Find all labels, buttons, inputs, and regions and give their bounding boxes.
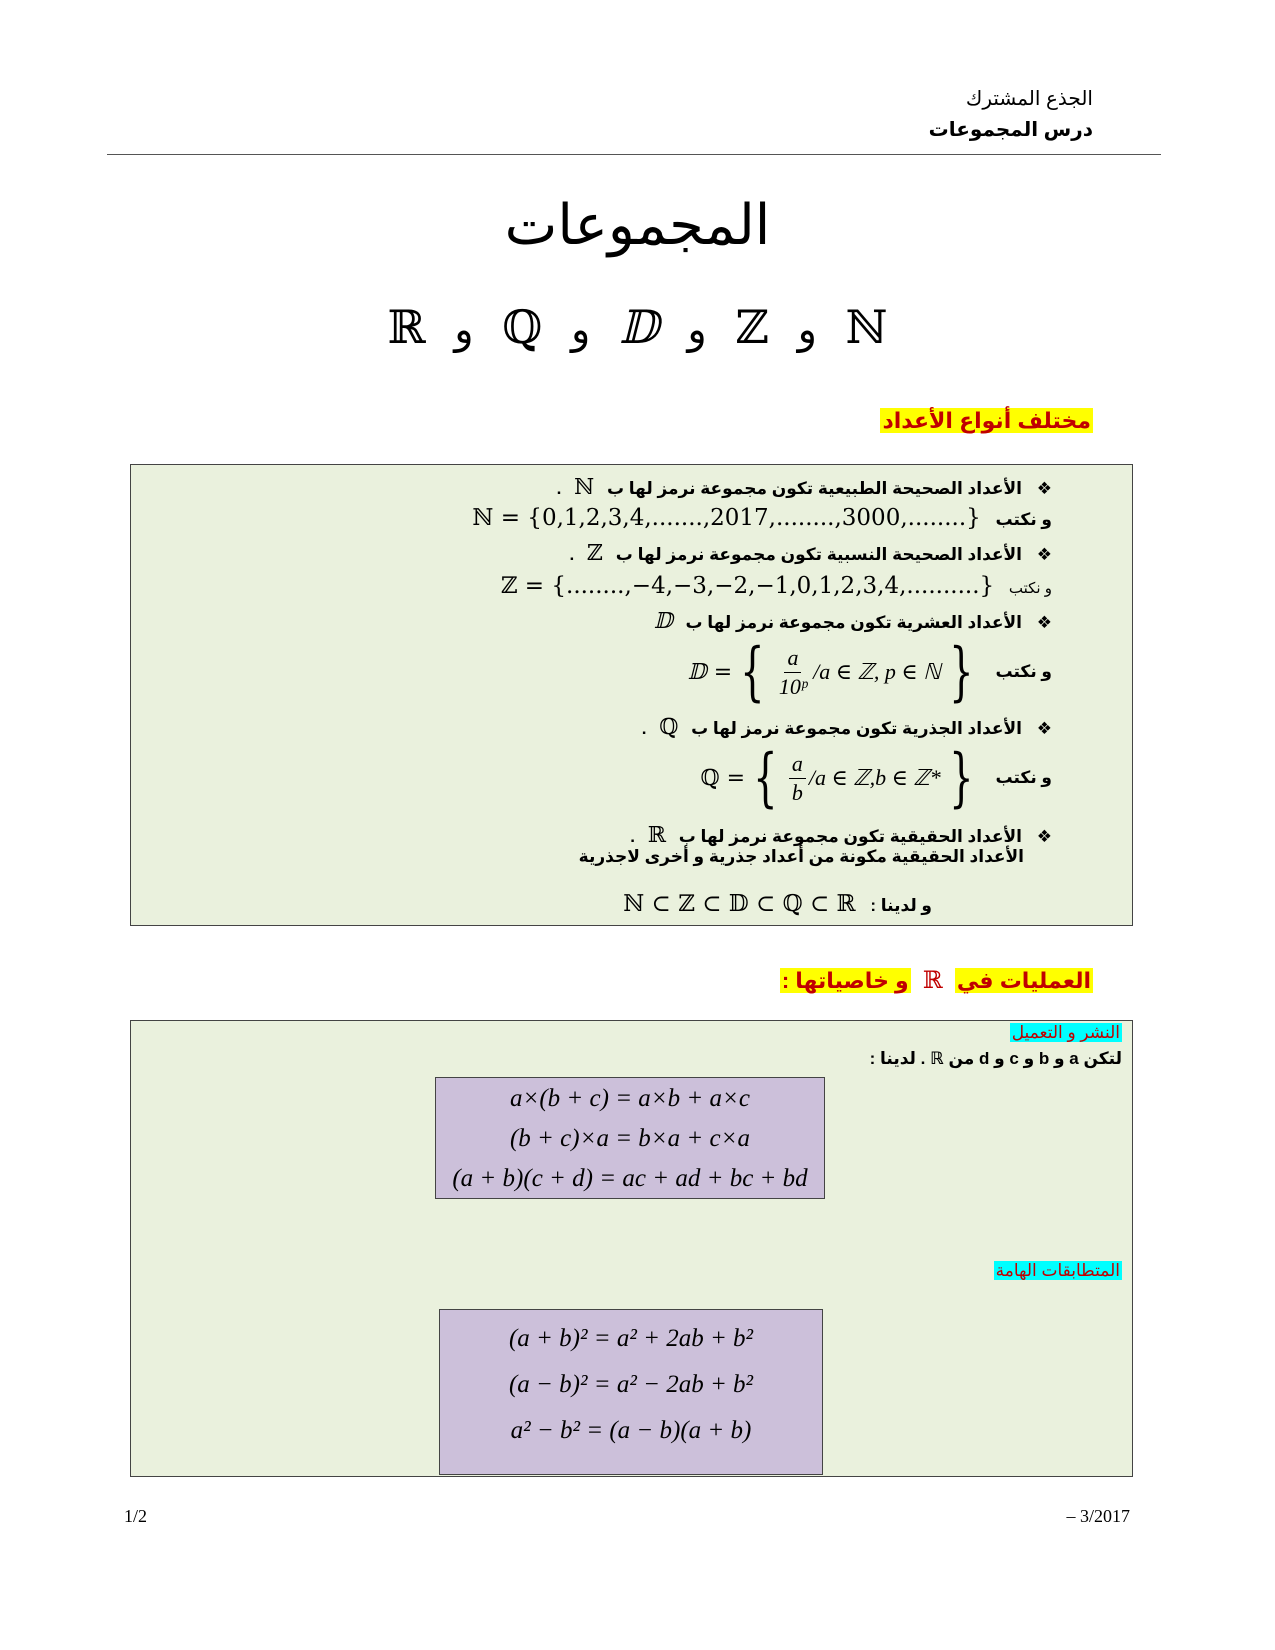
list-item: ❖ الأعداد الصحيحة النسبية تكون مجموعة نرمز لها ب ℤ .	[569, 541, 1052, 566]
section2-heading: العمليات في ℝ و خاصياتها :	[781, 966, 1091, 994]
list-item: ❖ الأعداد الجذرية تكون مجموعة نرمز لها ب ℚ .	[641, 715, 1052, 740]
identities-box	[439, 1309, 823, 1475]
number-types-box	[130, 464, 1133, 926]
connector: و	[570, 308, 591, 352]
list-item: الأعداد الحقيقية مكونة من أعداد جذرية و أخرى لاجذرية	[578, 847, 1024, 866]
formula-line: (b + c)×a = b×a + c×a	[509, 1125, 751, 1152]
sub-heading-expand: النشر و التعميل	[1011, 1023, 1120, 1042]
page-number: 1/2	[124, 1506, 148, 1526]
diamond-bullet-icon: ❖	[1036, 479, 1052, 498]
list-item: و نكتب 𝔻 = { $\frac{a}{\text{10ᵖ}}$ /a ∈ ℤ, p ∈ ℕ }	[687, 635, 1052, 709]
formula-line: (a − b)² = a² − 2ab + b²	[508, 1371, 754, 1398]
diamond-bullet-icon: ❖	[1036, 827, 1052, 846]
list-item: ❖ الأعداد الصحيحة الطبيعية تكون مجموعة نرمز لها ب ℕ .	[556, 475, 1052, 500]
set-D: 𝔻	[618, 300, 659, 354]
connector: و	[687, 308, 707, 352]
formula-line: (a + b)² = a² + 2ab + b²	[508, 1325, 754, 1352]
operations-box	[130, 1020, 1133, 1477]
diamond-bullet-icon: ❖	[1036, 613, 1052, 632]
set-N: ℕ	[845, 300, 888, 354]
let-statement: لتكن a و b و c و d من ℝ . لدينا :	[869, 1049, 1122, 1068]
diamond-bullet-icon: ❖	[1036, 719, 1052, 738]
sub-heading-identities: المتطابقات الهامة	[995, 1261, 1120, 1280]
formula-line: a² − b² = (a − b)(a + b)	[510, 1417, 752, 1444]
list-item: و نكتب ℤ = {........,−4,−3,−2,−1,0,1,2,3,4,..........}	[500, 573, 1052, 599]
page-title: المجموعات	[504, 193, 771, 256]
formula-line: (a + b)(c + d) = ac + ad + bc + bd	[452, 1165, 808, 1192]
sets-row	[0, 300, 1275, 354]
list-item: ❖ الأعداد العشرية تكون مجموعة نرمز لها ب 𝔻	[653, 609, 1052, 634]
diamond-bullet-icon: ❖	[1036, 545, 1052, 564]
header-lesson: درس المجموعات	[928, 119, 1093, 141]
distrib-box	[435, 1077, 825, 1199]
connector: و	[454, 308, 474, 352]
header-level: الجذع المشترك	[965, 88, 1093, 110]
list-item: ❖ الأعداد الحقيقية تكون مجموعة نرمز لها ب ℝ .	[630, 823, 1052, 848]
footer-date: – 3/2017	[1066, 1506, 1130, 1526]
set-Z: ℤ	[735, 300, 769, 354]
formula-line: a×(b + c) = a×b + a×c	[509, 1085, 751, 1112]
connector: و	[797, 308, 817, 352]
inclusion-chain: و لدينا : ℕ ⊂ ℤ ⊂ 𝔻 ⊂ ℚ ⊂ ℝ	[623, 891, 932, 917]
section1-heading: مختلف أنواع الأعداد	[882, 408, 1091, 433]
set-Q: ℚ	[502, 300, 543, 354]
header-rule	[107, 154, 1161, 155]
list-item: و نكتب ℕ = {0,1,2,3,4,.......,2017,........,3000,........}	[472, 505, 1052, 531]
set-R: ℝ	[387, 300, 426, 354]
list-item: و نكتب ℚ = { $\frac{a}{b}$ /a ∈ ℤ,b ∈ ℤ* }	[700, 741, 1052, 815]
